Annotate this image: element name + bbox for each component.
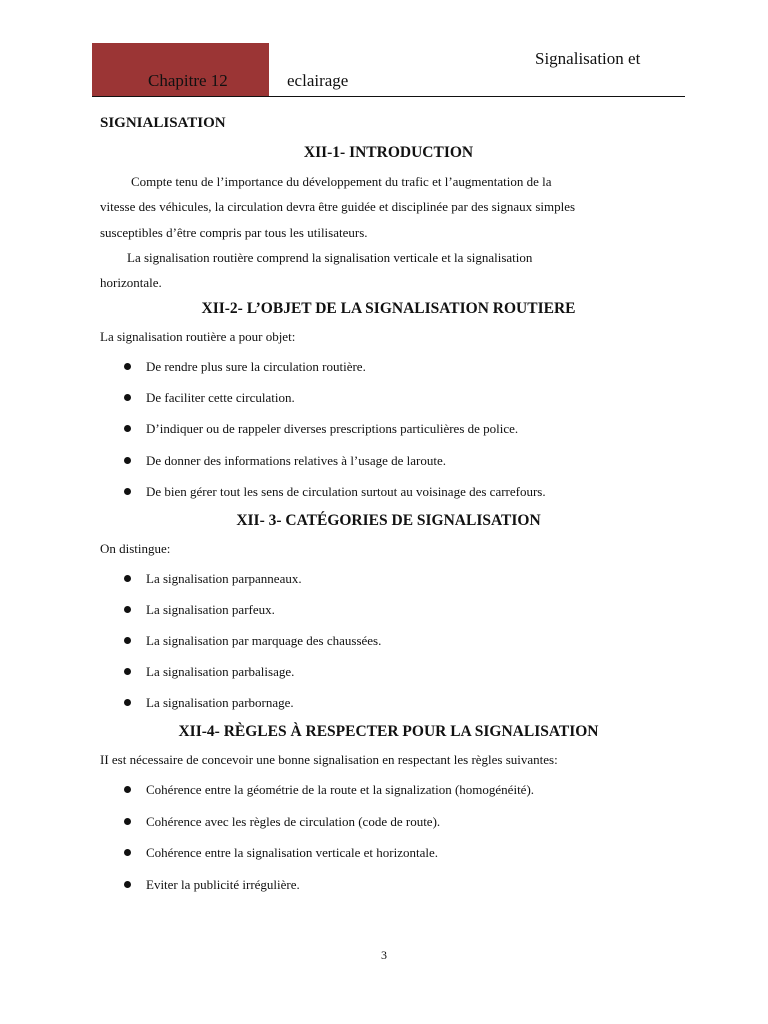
bullet-icon [124, 668, 131, 675]
document-title: SIGNIALISATION [100, 115, 226, 131]
list-item: De donner des informations relatives à l’usage de laroute. [124, 453, 446, 469]
bullet-icon [124, 849, 131, 856]
section-intro: On distingue: [100, 541, 171, 556]
list-item: Cohérence entre la signalisation verticale et horizontale. [124, 845, 438, 861]
list-item: D’indiquer ou de rappeler diverses prescriptions particulières de police. [124, 421, 518, 437]
list-item: De rendre plus sure la circulation routière. [124, 359, 366, 375]
section-intro: La signalisation routière a pour objet: [100, 329, 296, 344]
intro-paragraph-line: Compte tenu de l’importance du développement du trafic et l’augmentation de la [131, 174, 552, 189]
bullet-icon [124, 363, 131, 370]
bullet-icon [124, 394, 131, 401]
section-intro: II est nécessaire de concevoir une bonne signalisation en respectant les règles suivantes: [100, 752, 558, 767]
page-number: 3 [381, 948, 387, 962]
intro-paragraph-line: vitesse des véhicules, la circulation devra être guidée et disciplinée par des signaux simples [100, 199, 576, 214]
bullet-icon [124, 488, 131, 495]
bullet-icon [124, 425, 131, 432]
list-item: La signalisation parfeux. [124, 602, 275, 618]
section-title-categories: XII- 3- CATÉGORIES DE SIGNALISATION [236, 512, 541, 529]
header-title-line1: Signalisation et [535, 49, 641, 68]
list-item: La signalisation parbornage. [124, 695, 294, 711]
intro-paragraph-line: La signalisation routière comprend la signalisation verticale et la signalisation [127, 250, 533, 265]
intro-paragraph-line: susceptibles d’être compris par tous les utilisateurs. [100, 225, 368, 240]
bullet-icon [124, 606, 131, 613]
bullet-icon [124, 575, 131, 582]
list-item: La signalisation parpanneaux. [124, 571, 302, 587]
list-item: De bien gérer tout les sens de circulation surtout au voisinage des carrefours. [124, 484, 546, 500]
list-item: De faciliter cette circulation. [124, 390, 295, 406]
list-item: Cohérence avec les règles de circulation (code de route). [124, 814, 440, 830]
header-divider [92, 96, 685, 97]
bullet-icon [124, 699, 131, 706]
section-title-introduction: XII-1- INTRODUCTION [303, 144, 474, 161]
list-item: La signalisation parbalisage. [124, 664, 294, 680]
bullet-icon [124, 818, 131, 825]
list-item: Cohérence entre la géométrie de la route et la signalization (homogénéité). [124, 782, 534, 798]
list-item: Eviter la publicité irrégulière. [124, 877, 300, 893]
list-item: La signalisation par marquage des chaussées. [124, 633, 381, 649]
intro-paragraph-line: horizontale. [100, 275, 162, 290]
bullet-icon [124, 881, 131, 888]
bullet-icon [124, 637, 131, 644]
bullet-icon [124, 457, 131, 464]
chapter-label: Chapitre 12 [148, 71, 228, 90]
section-title-regles: XII-4- RÈGLES À RESPECTER POUR LA SIGNALISATION [178, 723, 599, 740]
section-title-objet: XII-2- L’OBJET DE LA SIGNALISATION ROUTIERE [201, 300, 576, 317]
bullet-icon [124, 786, 131, 793]
header-title-line2: eclairage [287, 71, 349, 90]
